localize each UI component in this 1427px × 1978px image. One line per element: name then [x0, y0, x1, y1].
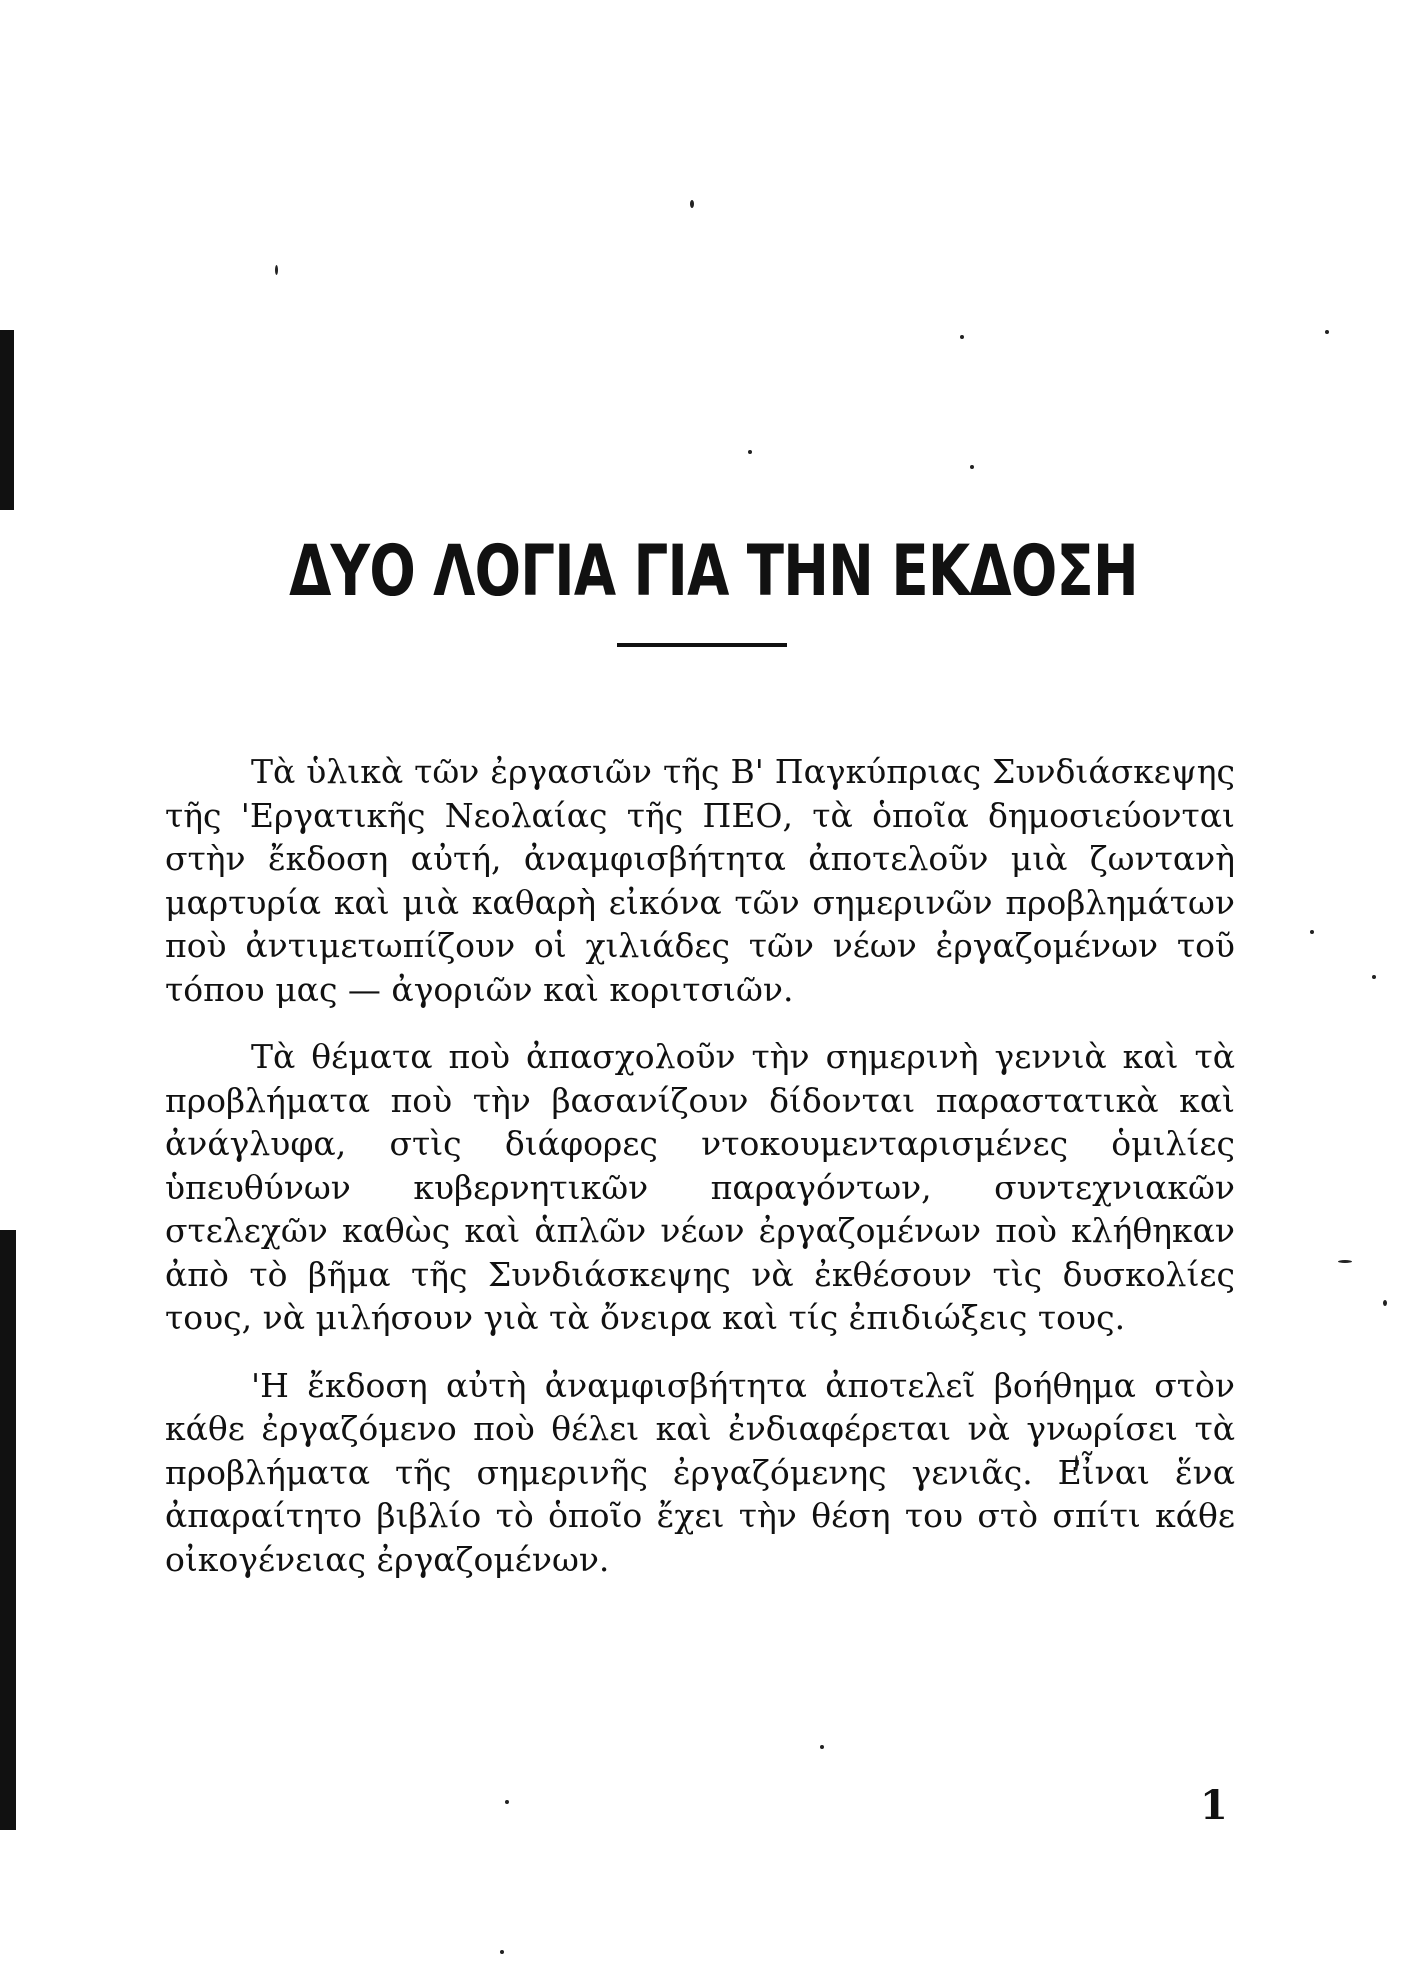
scan-edge-left: [0, 330, 14, 510]
scan-edge-left-lower: [0, 1230, 16, 1830]
speck: [748, 450, 752, 454]
speck: [505, 1800, 509, 1804]
paragraph-3: 'Η ἔκδοση αὐτὴ ἀναμφισβήτητα ἀποτελεῖ βοήθημα στὸν κάθε ἐργαζόμενο ποὺ θέλει καὶ ἐνδιαφέρεται νὰ γνωρίσει τὰ προβλήματα τῆς σημερινῆς ἐργαζόμενης γενιᾶς. Εἶναι ἕνα ἀπαραίτητο βιβλίο τὸ ὁποῖο ἔχει τὴν θέση του στὸ σπίτι κάθε οἰκογένειας ἐργαζομένων.: [165, 1365, 1235, 1579]
speck: [820, 1745, 824, 1749]
page-number: 1: [1200, 1782, 1228, 1829]
speck: [500, 1950, 504, 1954]
speck: [1310, 930, 1314, 934]
speck: [690, 200, 694, 208]
paragraph-1: Τὰ ὑλικὰ τῶν ἐργασιῶν τῆς Β' Παγκύπριας Συνδιάσκεψης τῆς 'Εργατικῆς Νεολαίας τῆς ΠΕΟ, τὰ ὁποῖα δημοσιεύονται στὴν ἔκδοση αὐτή, ἀναμφισβήτητα ἀποτελοῦν μιὰ ζωντανὴ μαρτυρία καὶ μιὰ καθαρὴ εἰκόνα τῶν σημερινῶν προβλημάτων ποὺ ἀντιμετωπίζουν οἱ χιλιάδες τῶν νέων ἐργαζομένων τοῦ τόπου μας — ἀγοριῶν καὶ κοριτσιῶν.: [165, 752, 1235, 1009]
speck: [960, 335, 964, 339]
paragraph-2: Τὰ θέματα ποὺ ἀπασχολοῦν τὴν σημερινὴ γεννιὰ καὶ τὰ προβλήματα ποὺ τὴν βασανίζουν δίδονται παραστατικὰ καὶ ἀνάγλυφα, στὶς διάφορες ντοκουμενταρισμένες ὁμιλίες ὑπευθύνων κυβερνητικῶν παραγόντων, συντεχνιακῶν στελεχῶν καθὼς καὶ ἁπλῶν νέων ἐργαζομένων ποὺ κλήθηκαν ἀπὸ τὸ βῆμα τῆς Συνδιάσκεψης νὰ ἐκθέσουν τὶς δυσκολίες τους, νὰ μιλήσουν γιὰ τὰ ὄνειρα καὶ τίς ἐπιδιώξεις τους.: [165, 1037, 1235, 1337]
speck: [970, 465, 974, 469]
speck: [1383, 1300, 1387, 1306]
page-title: ΔΥΟ ΛΟΓΙΑ ΓΙΑ ΤΗΝ ΕΚΔΟΣΗ: [289, 530, 1138, 612]
body-text: [165, 750, 1235, 1605]
speck: [1325, 330, 1329, 334]
speck: [1372, 975, 1376, 979]
title-underline-rule: [617, 643, 787, 647]
speck: [1338, 1260, 1352, 1263]
speck: [275, 265, 278, 275]
